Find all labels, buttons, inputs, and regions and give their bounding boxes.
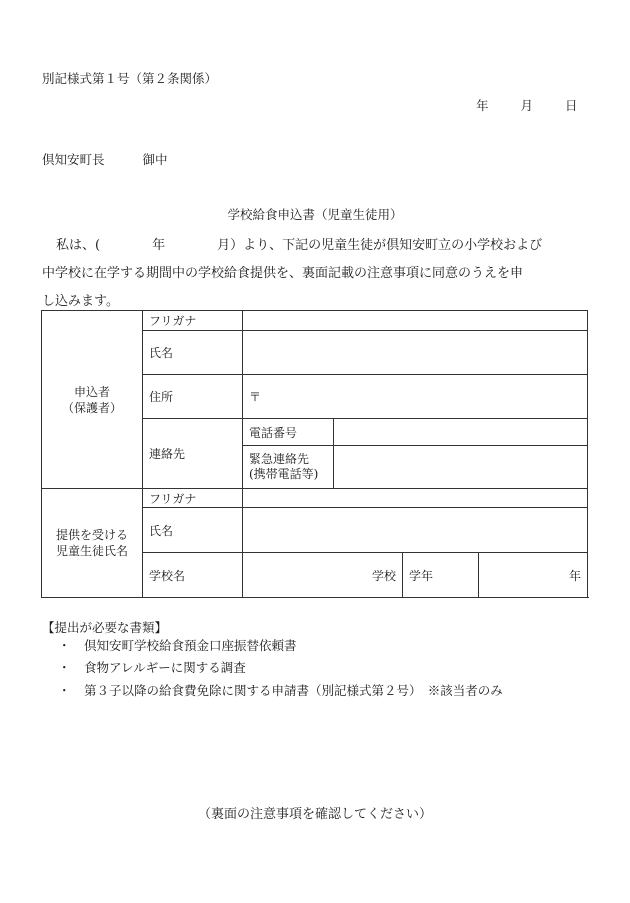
- footer-note: （裏面の注意事項を確認してください）: [197, 807, 432, 822]
- intro-line-3: し込みます。: [42, 294, 119, 309]
- form-number: 別記様式第１号（第２条関係）: [42, 71, 218, 86]
- applicant-furigana-field[interactable]: [243, 311, 588, 331]
- applicant-contact-label: 連絡先: [143, 419, 243, 489]
- grade-field[interactable]: [479, 553, 588, 598]
- student-group-label: [42, 489, 143, 598]
- date-month-label: 月: [520, 98, 534, 113]
- required-docs-heading: 【提出が必要な書類】: [42, 620, 168, 635]
- bullet-mark: ・: [58, 660, 71, 675]
- student-furigana-label: フリガナ: [143, 489, 243, 508]
- addressee: [42, 150, 168, 168]
- applicant-name-field[interactable]: [243, 331, 588, 375]
- applicant-furigana-label: フリガナ: [143, 311, 243, 331]
- addressee-name: 倶知安町長: [42, 152, 105, 167]
- required-doc-text: 食物アレルギーに関する調査: [84, 660, 246, 675]
- student-name-field[interactable]: [243, 508, 588, 553]
- applicant-group-label-line-1: 申込者: [73, 384, 110, 399]
- required-doc-item: [58, 658, 246, 676]
- addressee-honorific: 御中: [142, 152, 168, 167]
- student-name-label: 氏名: [143, 508, 243, 553]
- application-form-table: [41, 310, 588, 598]
- emergency-contact-label: [243, 446, 334, 489]
- date-day-label: 日: [565, 98, 578, 113]
- document-title: 学校給食申込書（児童生徒用）: [227, 207, 403, 222]
- bullet-mark: ・: [58, 683, 71, 698]
- phone-label: 電話番号: [243, 419, 334, 446]
- date-line: [476, 96, 578, 114]
- applicant-address-field[interactable]: [243, 375, 588, 419]
- grade-suffix: 年: [568, 568, 581, 583]
- student-group-label-line-1: 提供を受ける: [55, 528, 128, 542]
- required-doc-item: [58, 681, 503, 699]
- emergency-contact-label-line-2: (携帯電話等): [249, 467, 319, 481]
- required-doc-text: 第３子以降の給食費免除に関する申請書（別記様式第２号） ※該当者のみ: [84, 683, 503, 698]
- applicant-group-label: [42, 311, 143, 489]
- required-doc-item: [58, 636, 297, 654]
- school-name-field[interactable]: [243, 553, 403, 598]
- school-name-label: 学校名: [143, 553, 243, 598]
- applicant-name-label: 氏名: [143, 331, 243, 375]
- student-group-label-line-2: 児童生徒氏名: [55, 544, 128, 558]
- emergency-contact-label-line-1: 緊急連絡先: [249, 452, 310, 466]
- applicant-group-label-line-2: （保護者）: [61, 400, 122, 415]
- student-furigana-field[interactable]: [243, 489, 588, 508]
- school-suffix: 学校: [371, 568, 396, 583]
- intro-line-2: 中学校に在学する期間中の学校給食提供を、裏面記載の注意事項に同意のうえを申: [42, 266, 524, 281]
- emergency-contact-field[interactable]: [334, 446, 588, 489]
- bullet-mark: ・: [58, 638, 71, 653]
- applicant-address-label: 住所: [143, 375, 243, 419]
- grade-label: 学年: [403, 553, 479, 598]
- required-doc-text: 倶知安町学校給食預金口座振替依頼書: [84, 638, 297, 653]
- postal-mark: 〒: [249, 390, 262, 404]
- date-year-label: 年: [476, 98, 489, 113]
- intro-line-1: 私は、( 年 月）より、下記の児童生徒が倶知安町立の小学校および: [56, 238, 543, 253]
- intro-paragraph: [42, 232, 588, 316]
- phone-field[interactable]: [334, 419, 588, 446]
